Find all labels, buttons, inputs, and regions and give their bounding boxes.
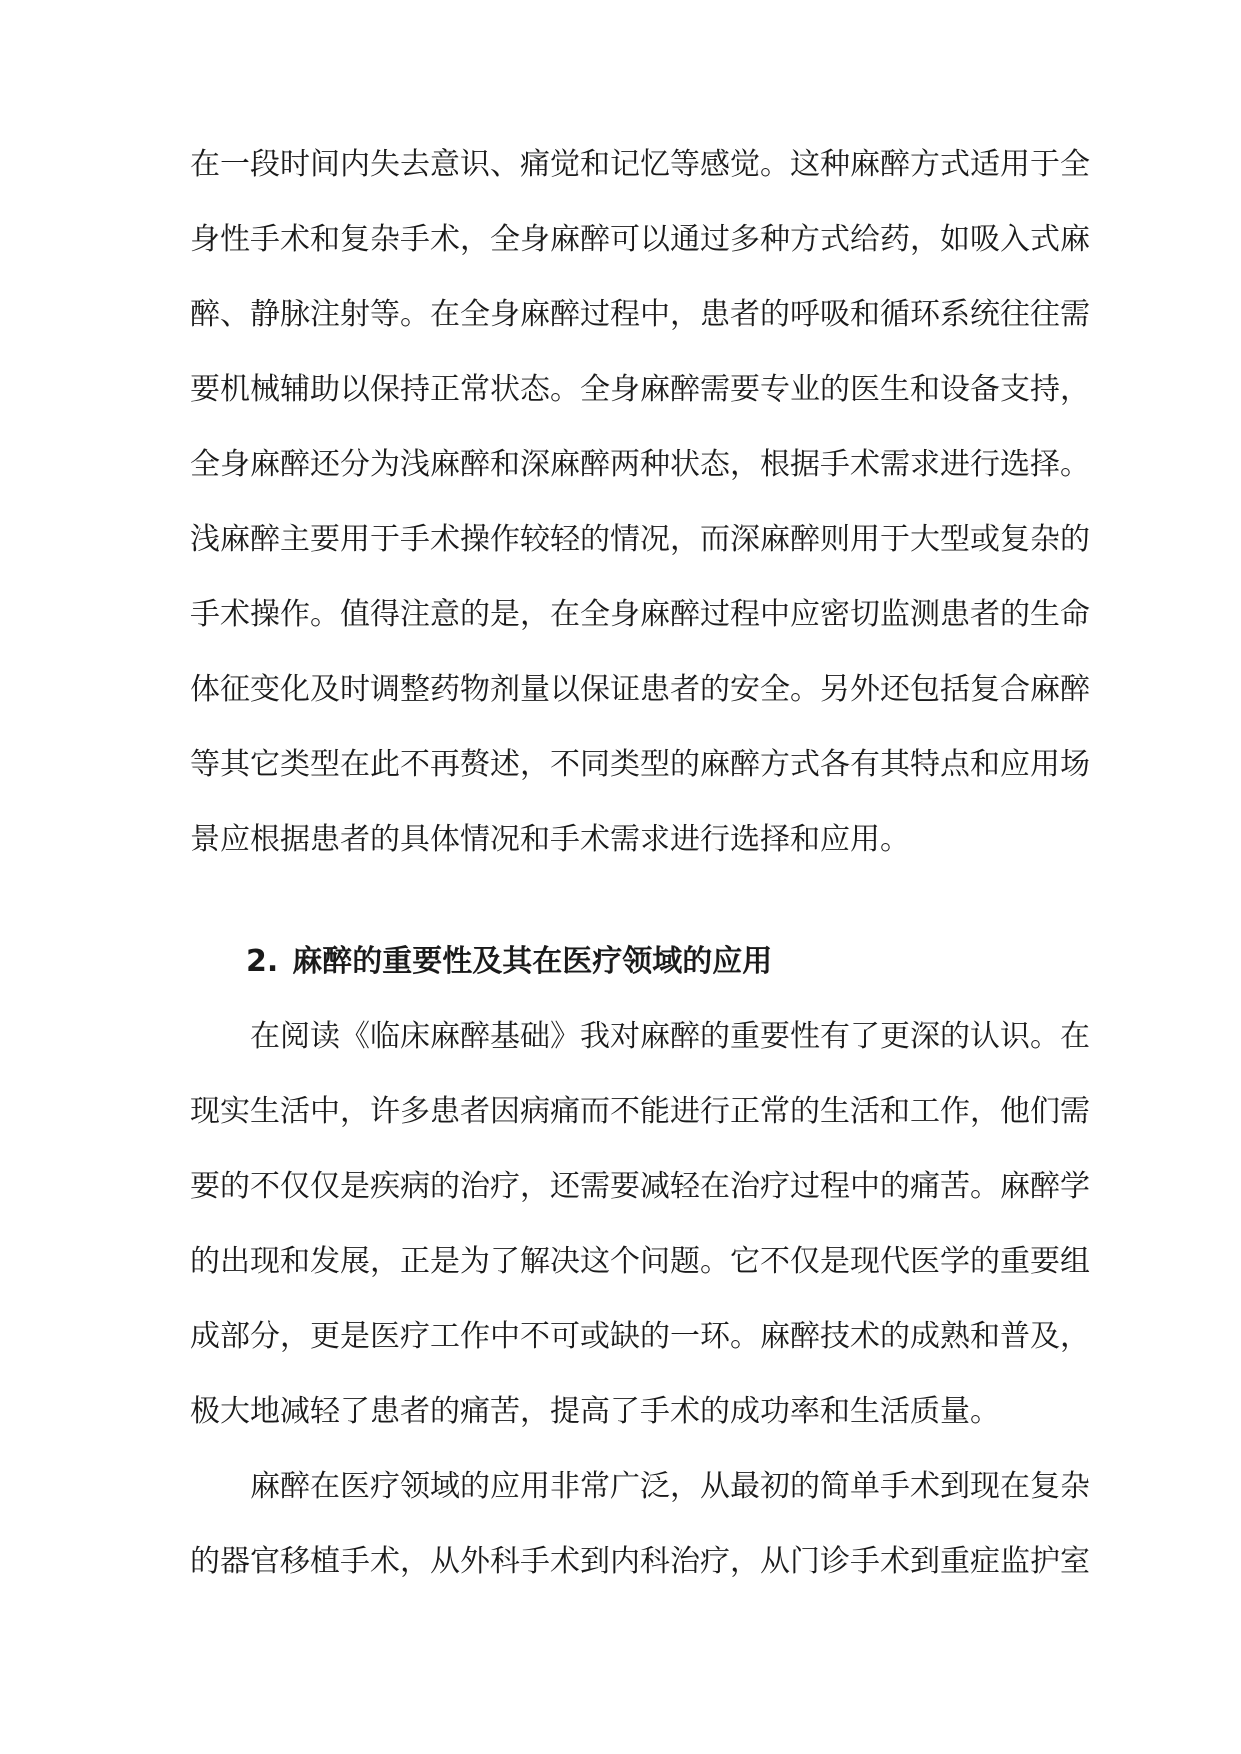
paragraph-1-line-1: 在一段时间内失去意识、痛觉和记忆等感觉。这种麻醉方式适用于全 (190, 147, 1090, 182)
paragraph-1-line-9: 等其它类型在此不再赘述，不同类型的麻醉方式各有其特点和应用场 (190, 747, 1090, 782)
section-title: 麻醉的重要性及其在医疗领域的应用 (292, 944, 773, 979)
section-number: 2. (246, 944, 279, 979)
paragraph-1-line-5: 全身麻醉还分为浅麻醉和深麻醉两种状态，根据手术需求进行选择。 (190, 447, 1090, 482)
paragraph-1-line-7: 手术操作。值得注意的是，在全身麻醉过程中应密切监测患者的生命 (190, 597, 1090, 632)
paragraph-2-line-6: 极大地减轻了患者的痛苦，提高了手术的成功率和生活质量。 (190, 1394, 1000, 1429)
paragraph-2-line-3: 要的不仅仅是疾病的治疗，还需要减轻在治疗过程中的痛苦。麻醉学 (190, 1169, 1090, 1204)
paragraph-1-line-4: 要机械辅助以保持正常状态。全身麻醉需要专业的医生和设备支持， (190, 372, 1090, 407)
paragraph-3-line-2: 的器官移植手术，从外科手术到内科治疗，从门诊手术到重症监护室 (190, 1544, 1090, 1579)
paragraph-1-line-6: 浅麻醉主要用于手术操作较轻的情况，而深麻醉则用于大型或复杂的 (190, 522, 1090, 557)
paragraph-1-line-10: 景应根据患者的具体情况和手术需求进行选择和应用。 (190, 822, 910, 857)
paragraph-2-line-5: 成部分，更是医疗工作中不可或缺的一环。麻醉技术的成熟和普及， (190, 1319, 1090, 1354)
paragraph-3-line-1: 麻醉在医疗领域的应用非常广泛，从最初的简单手术到现在复杂 (250, 1469, 1090, 1504)
paragraph-1-line-8: 体征变化及时调整药物剂量以保证患者的安全。另外还包括复合麻醉 (190, 672, 1090, 707)
paragraph-1-line-3: 醉、静脉注射等。在全身麻醉过程中，患者的呼吸和循环系统往往需 (190, 297, 1090, 332)
paragraph-2-line-1: 在阅读《临床麻醉基础》我对麻醉的重要性有了更深的认识。在 (250, 1019, 1090, 1054)
paragraph-1-line-2: 身性手术和复杂手术，全身麻醉可以通过多种方式给药，如吸入式麻 (190, 222, 1090, 257)
section-heading (246, 942, 772, 982)
paragraph-2-line-2: 现实生活中，许多患者因病痛而不能进行正常的生活和工作，他们需 (190, 1094, 1090, 1129)
paragraph-2-line-4: 的出现和发展，正是为了解决这个问题。它不仅是现代医学的重要组 (190, 1244, 1090, 1279)
